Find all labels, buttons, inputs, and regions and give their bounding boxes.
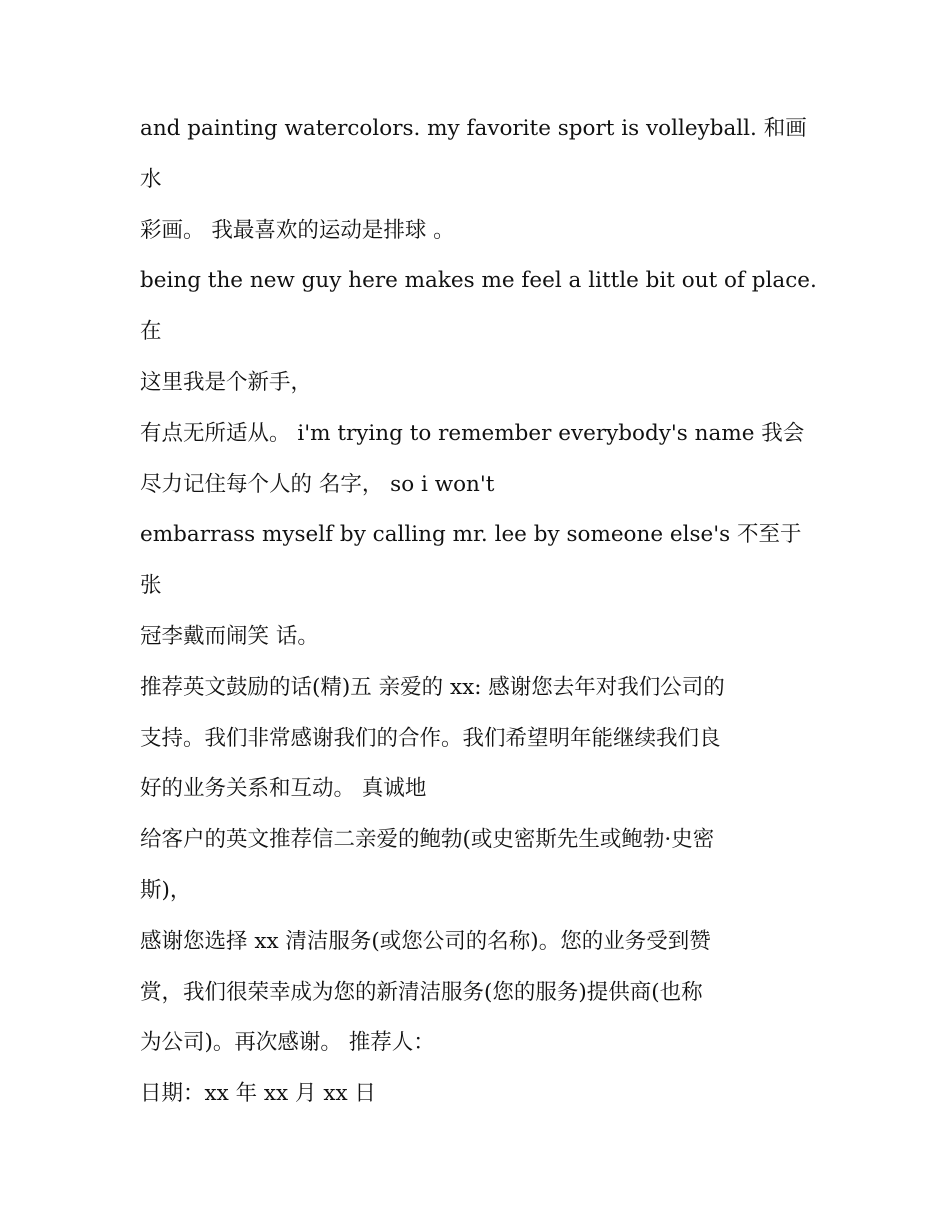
paragraph-line: 斯)，: [140, 877, 192, 903]
paragraph-line: 支持。我们非常感谢我们的合作。我们希望明年能继续我们良: [140, 725, 721, 751]
paragraph-line: 好的业务关系和互动。 真诚地: [140, 776, 427, 802]
paragraph-line: 推荐英文鼓励的话(精)五 亲爱的 xx: 感谢您去年对我们公司的: [140, 674, 725, 700]
paragraph-client-letter-2: [140, 815, 820, 917]
paragraph-line: 给客户的英文推荐信二亲爱的鲍勃(或史密斯先生或鲍勃·史密: [140, 827, 715, 853]
document-body: [140, 104, 820, 1120]
paragraph-line: being the new guy here makes me feel a little bit out of place. 在: [140, 268, 817, 345]
paragraph-remember-names: [140, 409, 820, 511]
paragraph-line: 为公司)。再次感谢。 推荐人：: [140, 1030, 435, 1056]
paragraph-thanks-cleaning: [140, 917, 820, 1069]
paragraph-line: 赏，我们很荣幸成为您的新清洁服务(您的服务)提供商(也称: [140, 979, 703, 1005]
date-line: 日期：xx 年 xx 月 xx 日: [140, 1081, 376, 1107]
paragraph-line: 感谢您选择 xx 清洁服务(或您公司的名称)。您的业务受到赞: [140, 928, 711, 954]
paragraph-line: 彩画。 我最喜欢的运动是排球 。: [140, 217, 455, 243]
paragraph-date: [140, 1069, 820, 1120]
paragraph-line: 这里我是个新手，: [140, 369, 313, 395]
paragraph-line: 尽力记住每个人的 名字， so i won't: [140, 471, 495, 497]
paragraph-line: embarrass myself by calling mr. lee by someone else's 不至于张: [140, 522, 802, 599]
paragraph-hobbies: [140, 104, 820, 256]
paragraph-line: 有点无所适从。 i'm trying to remember everybody's name 我会: [140, 420, 805, 446]
paragraph-new-guy: [140, 256, 820, 408]
paragraph-line: and painting watercolors. my favorite sport is volleyball. 和画水: [140, 116, 807, 192]
paragraph-recommendation-5: [140, 663, 820, 815]
paragraph-embarrass: [140, 510, 820, 662]
paragraph-line: 冠李戴而闹笑 话。: [140, 623, 319, 649]
